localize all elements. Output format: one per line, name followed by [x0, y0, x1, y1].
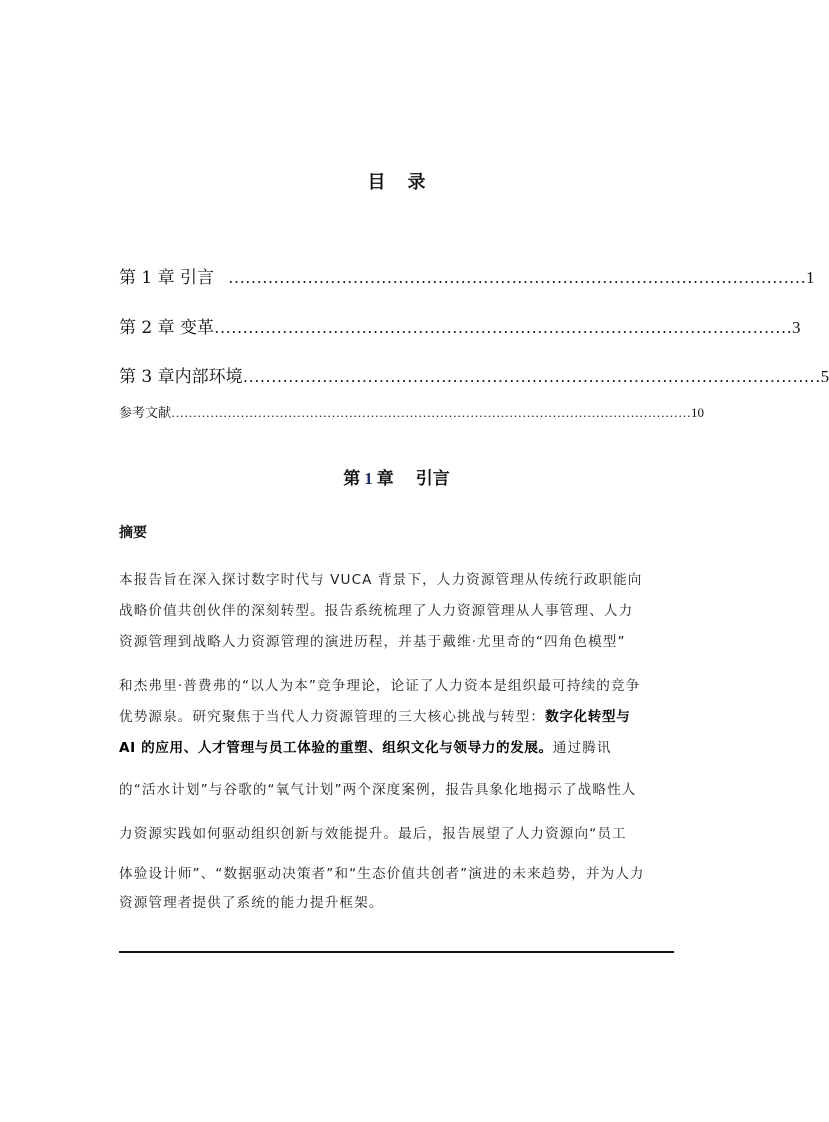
toc-page-number: 1 [806, 268, 815, 287]
toc-leader-dots: ………………………………………………………………………………………… [214, 318, 793, 337]
toc-entry-chapter-3[interactable] [119, 362, 829, 387]
horizontal-rule [119, 951, 674, 953]
abstract-text: 力资源实践如何驱动组织创新与效能提升。最后，报告展望了人力资源向“员工 [119, 826, 627, 842]
abstract-text: 体验设计师”、“数据驱动决策者”和“生态价值共创者”演进的未来趋势，并为人力 [119, 866, 645, 882]
abstract-text: 资源管理到战略人力资源管理的演进历程，并基于戴维·尤里奇的“四角色模型” [119, 634, 626, 650]
toc-entry-chapter-2[interactable] [119, 313, 801, 338]
abstract-line [119, 778, 675, 798]
chapter-suffix: 章 [376, 469, 394, 489]
toc-entry-label: 第 2 章 变革 [119, 318, 215, 338]
abstract-label: 摘要 [119, 525, 147, 541]
abstract-highlight: AI 的应用、人才管理与员工体验的重塑、组织文化与领导力的发展。 [119, 740, 553, 756]
chapter-heading [0, 464, 793, 489]
abstract-highlight: 数字化转型与 [545, 709, 631, 725]
toc-entry-label: 第 1 章 引言 [119, 268, 215, 288]
abstract-text: 通过腾讯 [552, 740, 612, 756]
abstract-line [119, 568, 675, 588]
toc-title-char: 录 [407, 172, 426, 193]
toc-entry-chapter-1[interactable] [119, 263, 815, 288]
toc-entry-references[interactable] [119, 402, 705, 421]
abstract-line [119, 862, 675, 882]
abstract-line [119, 599, 675, 619]
toc-entry-label: 参考文献 [119, 406, 172, 421]
abstract-text: 和杰弗里·普费弗的“以人为本”竞争理论，论证了人力资本是组织最可持续的竞争 [119, 678, 641, 694]
toc-title [0, 168, 793, 194]
abstract-line [119, 630, 675, 650]
abstract-line [119, 705, 675, 725]
toc-entry-label: 第 3 章内部环境 [119, 367, 243, 387]
abstract-text: 优势源泉。研究聚焦于当代人力资源管理的三大核心挑战与转型： [119, 709, 546, 725]
abstract-line [119, 822, 675, 842]
toc-leader-dots: ………………………………………………………………………………………………………… [171, 405, 692, 420]
toc-page-number: 5 [820, 367, 829, 386]
abstract-text: 战略价值共创伙伴的深刻转型。报告系统梳理了人力资源管理从人事管理、人力 [119, 603, 634, 619]
abstract-text: 的“活水计划”与谷歌的“氧气计划”两个深度案例，报告具象化地揭示了战略性人 [119, 782, 637, 798]
abstract-line [119, 891, 675, 911]
toc-page-number: 10 [691, 405, 705, 420]
toc-title-char: 目 [367, 172, 386, 193]
abstract-text: 本报告旨在深入探讨数字时代与 VUCA 背景下，人力资源管理从传统行政职能向 [119, 572, 643, 588]
toc-leader-dots: ………………………………………………………………………………………… [242, 367, 821, 386]
chapter-title: 引言 [415, 469, 450, 489]
toc-page-number: 3 [792, 318, 801, 337]
abstract-line [119, 736, 675, 756]
toc-leader-dots: ………………………………………………………………………………………… [228, 268, 807, 287]
chapter-number: 1 [364, 469, 373, 488]
chapter-prefix: 第 [343, 469, 361, 489]
abstract-line [119, 674, 675, 694]
abstract-text: 资源管理者提供了系统的能力提升框架。 [119, 895, 384, 911]
